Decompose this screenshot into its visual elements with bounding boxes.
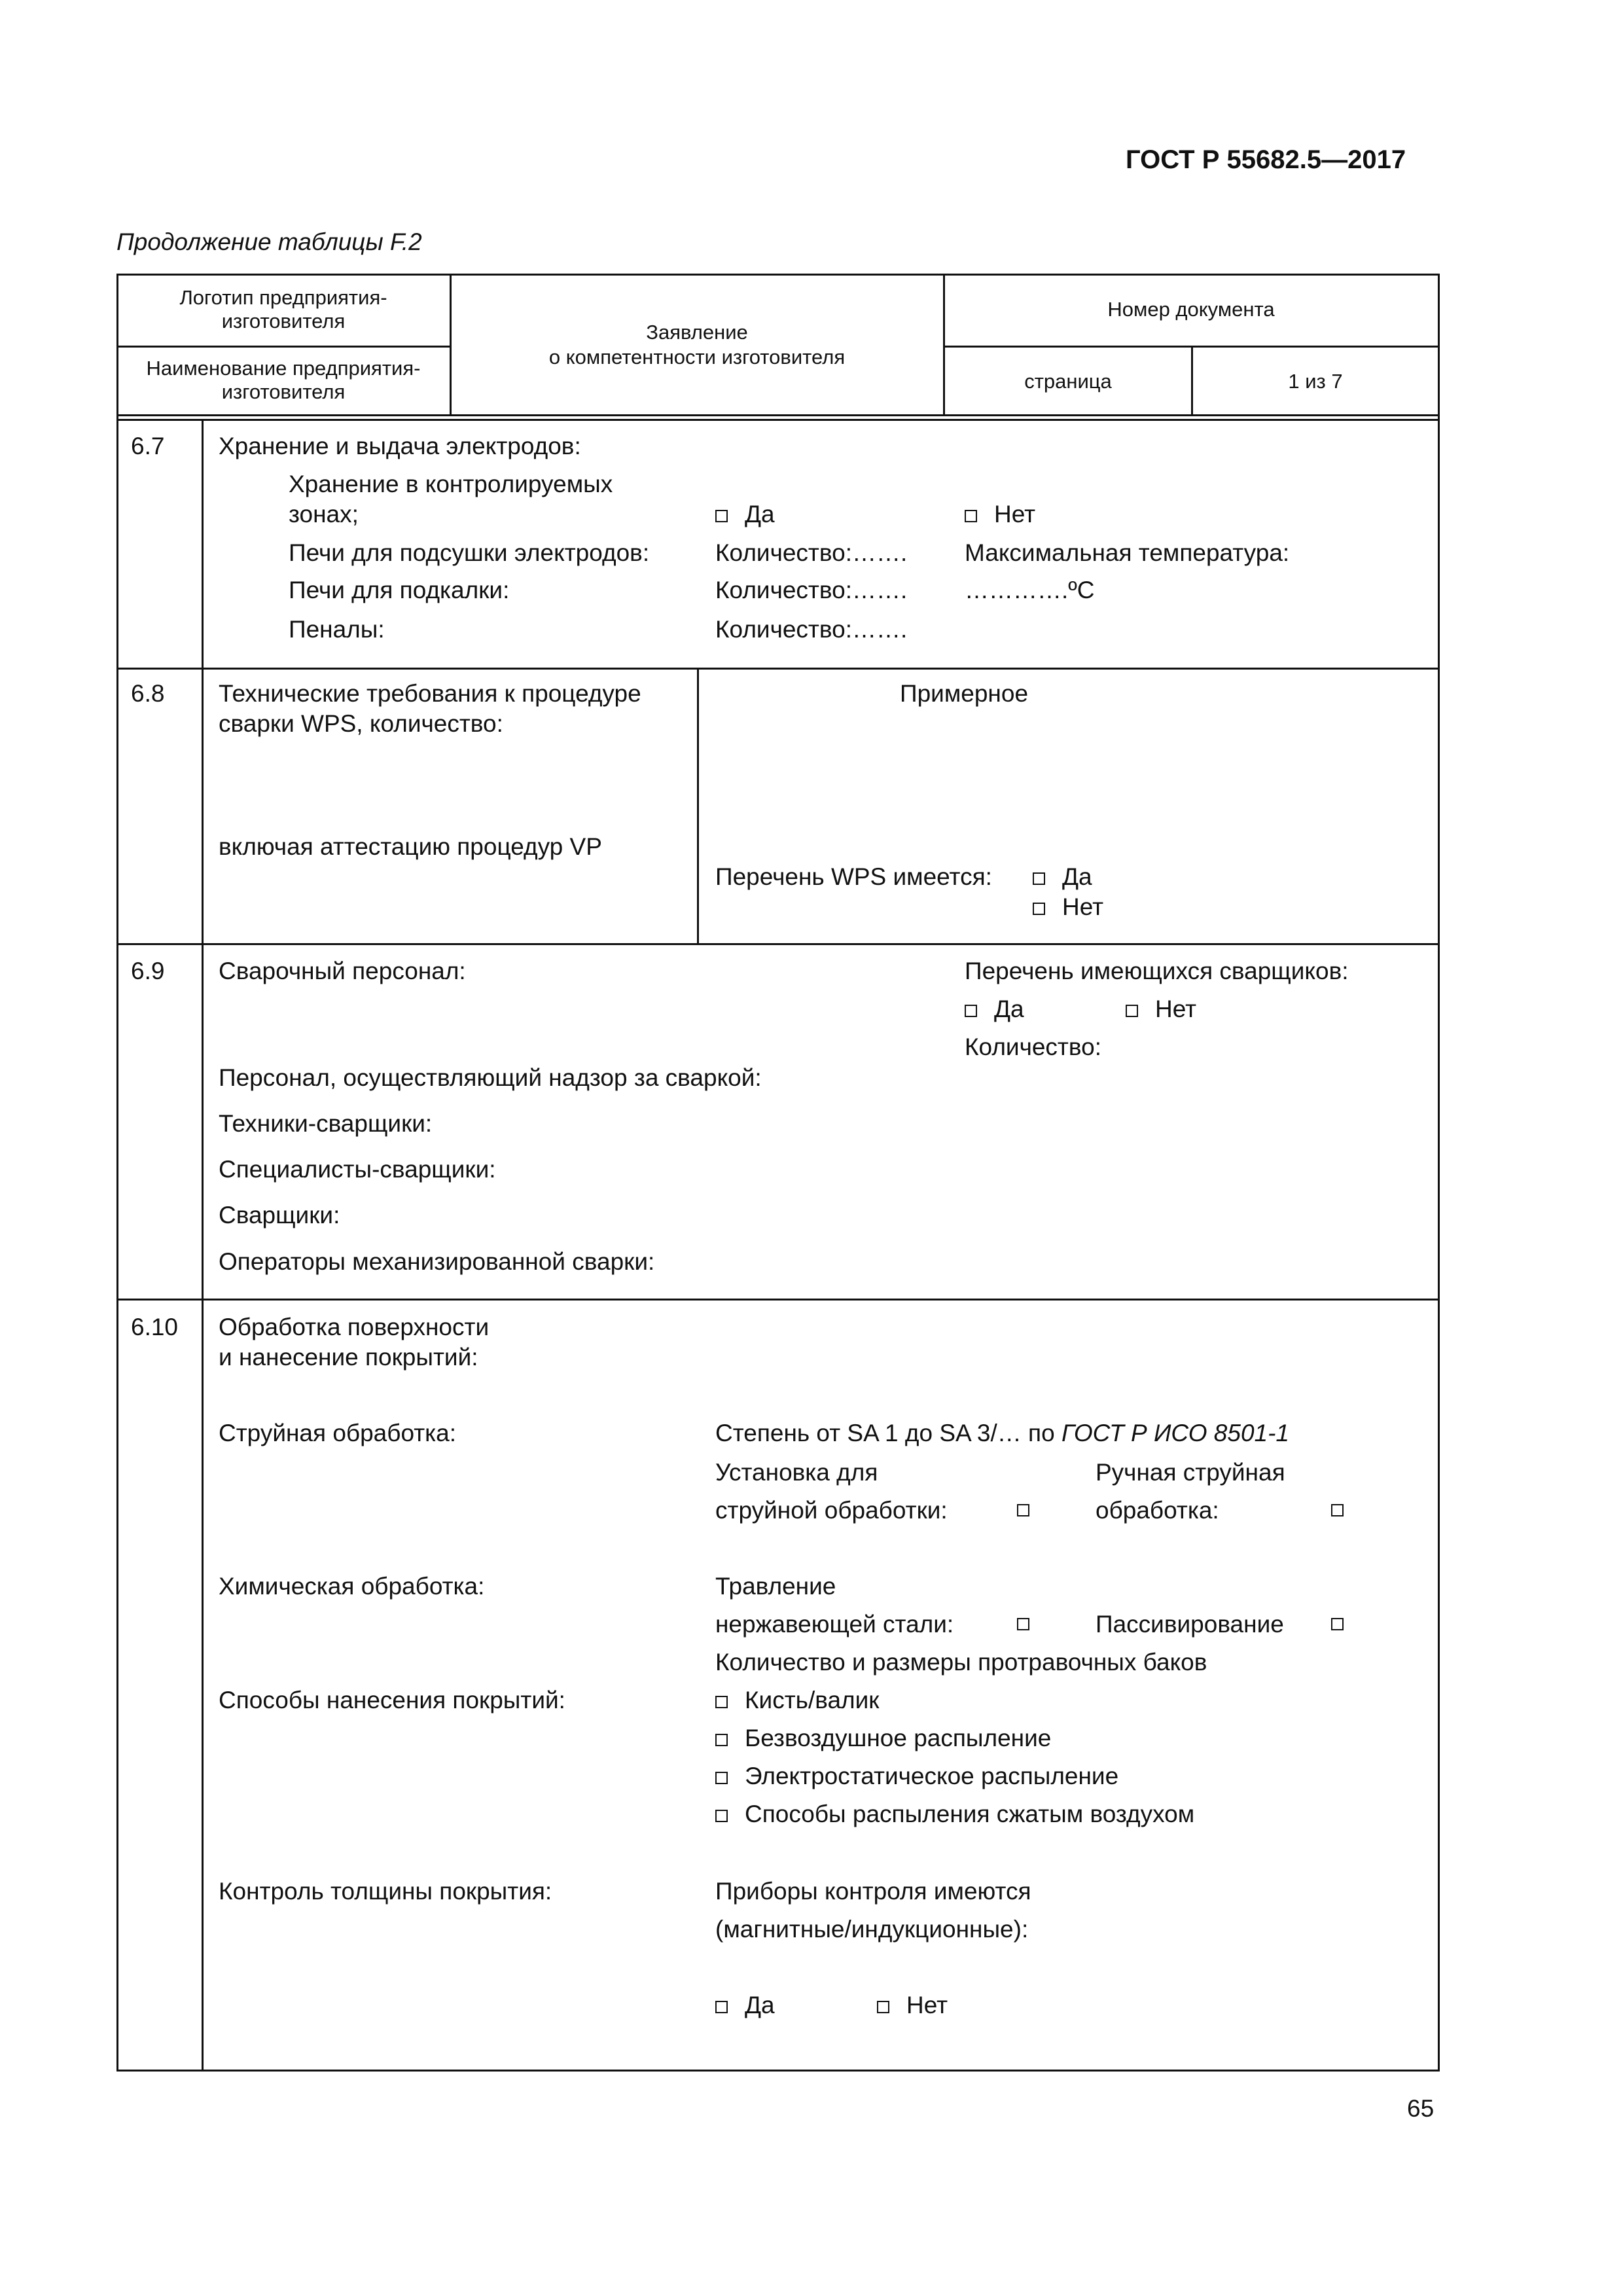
checkbox-icon[interactable] <box>1033 903 1045 915</box>
checkbox-icon[interactable] <box>965 510 977 522</box>
control-devices-line1: Приборы контроля имеются <box>715 1878 1031 1905</box>
checkbox-icon[interactable] <box>715 1810 728 1822</box>
checkbox-icon[interactable] <box>715 1696 728 1708</box>
method-airless-option[interactable]: Безвоздушное распыление <box>715 1724 1051 1753</box>
drying-ovens-label: Печи для подсушки электродов: <box>289 539 650 566</box>
surface-treatment-title-line2: и нанесение покрытий: <box>219 1344 478 1371</box>
blasting-degree: Степень от SA 1 до SA 3/… по ГОСТ Р ИСО 8501-1 <box>715 1420 1290 1446</box>
passivation-checkbox[interactable] <box>1331 1618 1344 1630</box>
blasting-label: Струйная обработка: <box>219 1420 457 1446</box>
manual-blasting-line2: обработка: <box>1096 1497 1219 1524</box>
controlled-zones-label-line2: зонах; <box>289 501 359 528</box>
quivers-quantity: Количество:……. <box>715 616 908 643</box>
page-number: 65 <box>1407 2095 1435 2122</box>
welding-personnel-label: Сварочный персонал: <box>219 958 466 984</box>
etching-line1: Травление <box>715 1573 836 1600</box>
zones-yes-option[interactable]: Да <box>715 500 775 529</box>
method-compressed-air-option[interactable]: Способы распыления сжатым воздухом <box>715 1800 1194 1829</box>
welders-quantity-label: Количество: <box>965 1033 1101 1060</box>
wps-requirements-line2: сварки WPS, количество: <box>219 710 503 737</box>
section-number: 6.9 <box>131 958 165 984</box>
passivation-label: Пассивирование <box>1096 1611 1284 1638</box>
temperature-value: ………….ºC <box>965 577 1095 603</box>
surface-treatment-title-line1: Обработка поверхности <box>219 1314 490 1340</box>
checkbox-icon[interactable] <box>715 1734 728 1746</box>
quivers-label: Пеналы: <box>289 616 385 643</box>
control-devices-line2: (магнитные/индукционные): <box>715 1916 1029 1943</box>
devices-yes-option[interactable]: Да <box>715 1991 775 2020</box>
checkbox-icon[interactable] <box>715 2001 728 2013</box>
etching-checkbox[interactable] <box>1017 1618 1029 1630</box>
mechanized-operators-label: Операторы механизированной сварки: <box>219 1248 655 1275</box>
checkbox-icon[interactable] <box>877 2001 889 2013</box>
checkbox-icon[interactable] <box>715 510 728 522</box>
welding-technicians-label: Техники-сварщики: <box>219 1110 433 1137</box>
method-electrostatic-option[interactable]: Электростатическое распыление <box>715 1762 1118 1791</box>
section-title: Хранение и выдача электродов: <box>219 433 581 459</box>
table-continuation-caption: Продолжение таблицы F.2 <box>116 228 422 255</box>
welders-list-label: Перечень имеющихся сварщиков: <box>965 958 1349 984</box>
etching-line2: нержавеющей стали: <box>715 1611 954 1638</box>
manual-blasting-line1: Ручная струйная <box>1096 1459 1285 1486</box>
section-number: 6.8 <box>131 680 165 707</box>
page-value: 1 из 7 <box>1288 370 1343 393</box>
chemical-treatment-label: Химическая обработка: <box>219 1573 485 1600</box>
coating-thickness-label: Контроль толщины покрытия: <box>219 1878 552 1905</box>
devices-no-option[interactable]: Нет <box>877 1991 948 2020</box>
logo-label-line1: Логотип предприятия- <box>179 286 387 309</box>
wps-list-label: Перечень WPS имеется: <box>715 863 992 890</box>
wps-requirements-line1: Технические требования к процедуре <box>219 680 641 707</box>
drying-ovens-quantity: Количество:……. <box>715 539 908 566</box>
welders-label: Сварщики: <box>219 1202 340 1229</box>
blast-installation-checkbox[interactable] <box>1017 1504 1029 1516</box>
manual-blasting-checkbox[interactable] <box>1331 1504 1344 1516</box>
controlled-zones-label-line1: Хранение в контролируемых <box>289 471 613 497</box>
blast-installation-line1: Установка для <box>715 1459 878 1486</box>
baking-ovens-label: Печи для подкалки: <box>289 577 510 603</box>
vp-qualification-label: включая аттестацию процедур VP <box>219 833 602 860</box>
checkbox-icon[interactable] <box>965 1005 977 1017</box>
coating-methods-label: Способы нанесения покрытий: <box>219 1687 565 1713</box>
welding-specialists-label: Специалисты-сварщики: <box>219 1156 496 1183</box>
checkbox-icon[interactable] <box>1126 1005 1138 1017</box>
checkbox-icon[interactable] <box>1033 872 1045 885</box>
zones-no-option[interactable]: Нет <box>965 500 1035 529</box>
approximate-label: Примерное <box>900 680 1029 707</box>
checkbox-icon[interactable] <box>715 1772 728 1784</box>
baking-ovens-quantity: Количество:……. <box>715 577 908 603</box>
company-name-label-line1: Наименование предприятия- <box>146 357 421 380</box>
blast-installation-line2: струйной обработки: <box>715 1497 948 1524</box>
welders-list-yes-option[interactable]: Да <box>965 995 1024 1024</box>
welders-list-no-option[interactable]: Нет <box>1126 995 1196 1024</box>
form-title-line1: Заявление <box>646 321 748 344</box>
supervision-personnel-label: Персонал, осуществляющий надзор за сваркой: <box>219 1064 762 1091</box>
method-brush-option[interactable]: Кисть/валик <box>715 1686 880 1715</box>
page-label: страница <box>1024 370 1112 393</box>
wps-list-no-option[interactable]: Нет <box>1033 893 1103 922</box>
document-number-label: Номер документа <box>1107 298 1275 321</box>
section-number: 6.10 <box>131 1314 179 1340</box>
logo-label-line2: изготовителя <box>221 310 346 332</box>
standard-number: ГОСТ Р 55682.5—2017 <box>1126 145 1406 174</box>
section-number: 6.7 <box>131 433 165 459</box>
wps-list-yes-option[interactable]: Да <box>1033 863 1092 891</box>
company-name-label-line2: изготовителя <box>221 380 346 403</box>
form-title-line2: о компетентности изготовителя <box>548 346 846 368</box>
etching-tanks-label: Количество и размеры протравочных баков <box>715 1649 1207 1676</box>
max-temperature-label: Максимальная температура: <box>965 539 1290 566</box>
